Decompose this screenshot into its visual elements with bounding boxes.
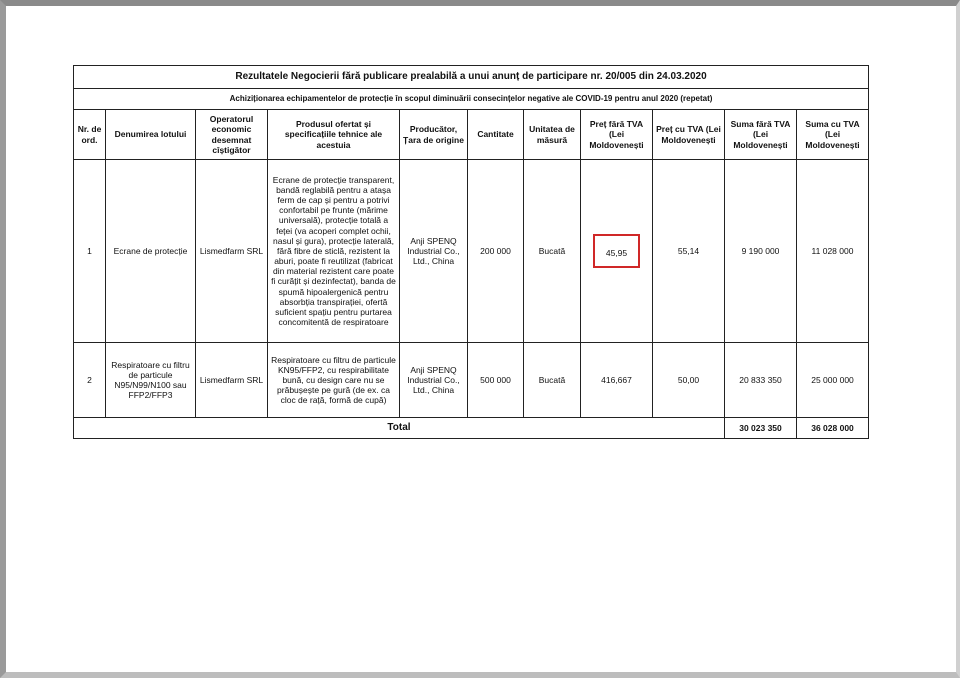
results-table: [73, 65, 869, 439]
header-sum-vat: Suma cu TVA (Lei Moldovenești: [797, 110, 869, 160]
header-unit: Unitatea de măsură: [524, 110, 581, 160]
row-price-vat: 55,14: [653, 160, 725, 343]
total-row: [74, 418, 869, 439]
row-unit: Bucată: [524, 160, 581, 343]
row-operator: Lismedfarm SRL: [196, 343, 268, 418]
header-product: Produsul ofertat și specificațiile tehnice ale acestuia: [268, 110, 400, 160]
row-sum-no-vat: 9 190 000: [725, 160, 797, 343]
document-subtitle: Achiziționarea echipamentelor de protecție în scopul diminuării consecințelor negative ale COVID-19 pentru anul 2020 (repetat): [74, 89, 869, 110]
row-product: Respiratoare cu filtru de particule KN95/FFP2, cu respirabilitate bună, cu design care nu se prăbușește pe gură (de ex. ca cloc de rață, formă de cupă): [268, 343, 400, 418]
row-price-vat: 50,00: [653, 343, 725, 418]
total-sum-vat: 36 028 000: [797, 418, 869, 439]
highlighted-price: 45,95: [593, 234, 640, 268]
header-producer: Producător, Țara de origine: [400, 110, 468, 160]
row-sum-no-vat: 20 833 350: [725, 343, 797, 418]
document-title: Rezultatele Negocierii fără publicare prealabilă a unui anunț de participare nr. 20/005 din 24.03.2020: [74, 66, 869, 89]
total-sum-no-vat: 30 023 350: [725, 418, 797, 439]
row-producer: Anji SPENQ Industrial Co., Ltd., China: [400, 160, 468, 343]
row-producer: Anji SPENQ Industrial Co., Ltd., China: [400, 343, 468, 418]
row-unit: Bucată: [524, 343, 581, 418]
row-qty: 500 000: [468, 343, 524, 418]
header-price-no-vat: Preț fără TVA (Lei Moldovenești: [581, 110, 653, 160]
header-qty: Cantitate: [468, 110, 524, 160]
row-nr: 1: [74, 160, 106, 343]
row-nr: 2: [74, 343, 106, 418]
row-price-no-vat: 416,667: [581, 343, 653, 418]
row-qty: 200 000: [468, 160, 524, 343]
row-operator: Lismedfarm SRL: [196, 160, 268, 343]
header-nr: Nr. de ord.: [74, 110, 106, 160]
header-lot: Denumirea lotului: [106, 110, 196, 160]
row-price-no-vat-cell: [581, 160, 653, 343]
total-label: Total: [74, 418, 725, 439]
row-lot: Ecrane de protecție: [106, 160, 196, 343]
table-row: [74, 160, 869, 343]
table-row: [74, 343, 869, 418]
header-operator: Operatorul economic desemnat cîștigător: [196, 110, 268, 160]
row-product: Ecrane de protecție transparent, bandă reglabilă pentru a atașa ferm de cap și pentru a potrivi confortabil pe frunte (mărime universală), protecție totală a feței (va acoperi complet ochii, nasul și gura), protecție laterală, fără fibre de sticlă, rezistent la aburi, poate fi reutilizat (fabricat din material rezistent care poate fi curățit și dezinfectat), banda de spumă hipoalergenică pentru absorbția transpirației, ofertă suficient spațiu pentru purtarea concomitentă de respiratoare: [268, 160, 400, 343]
header-row: [74, 110, 869, 160]
header-sum-no-vat: Suma fără TVA (Lei Moldovenești: [725, 110, 797, 160]
header-price-vat: Preț cu TVA (Lei Moldovenești: [653, 110, 725, 160]
row-sum-vat: 25 000 000: [797, 343, 869, 418]
row-lot: Respiratoare cu filtru de particule N95/N99/N100 sau FFP2/FFP3: [106, 343, 196, 418]
row-sum-vat: 11 028 000: [797, 160, 869, 343]
